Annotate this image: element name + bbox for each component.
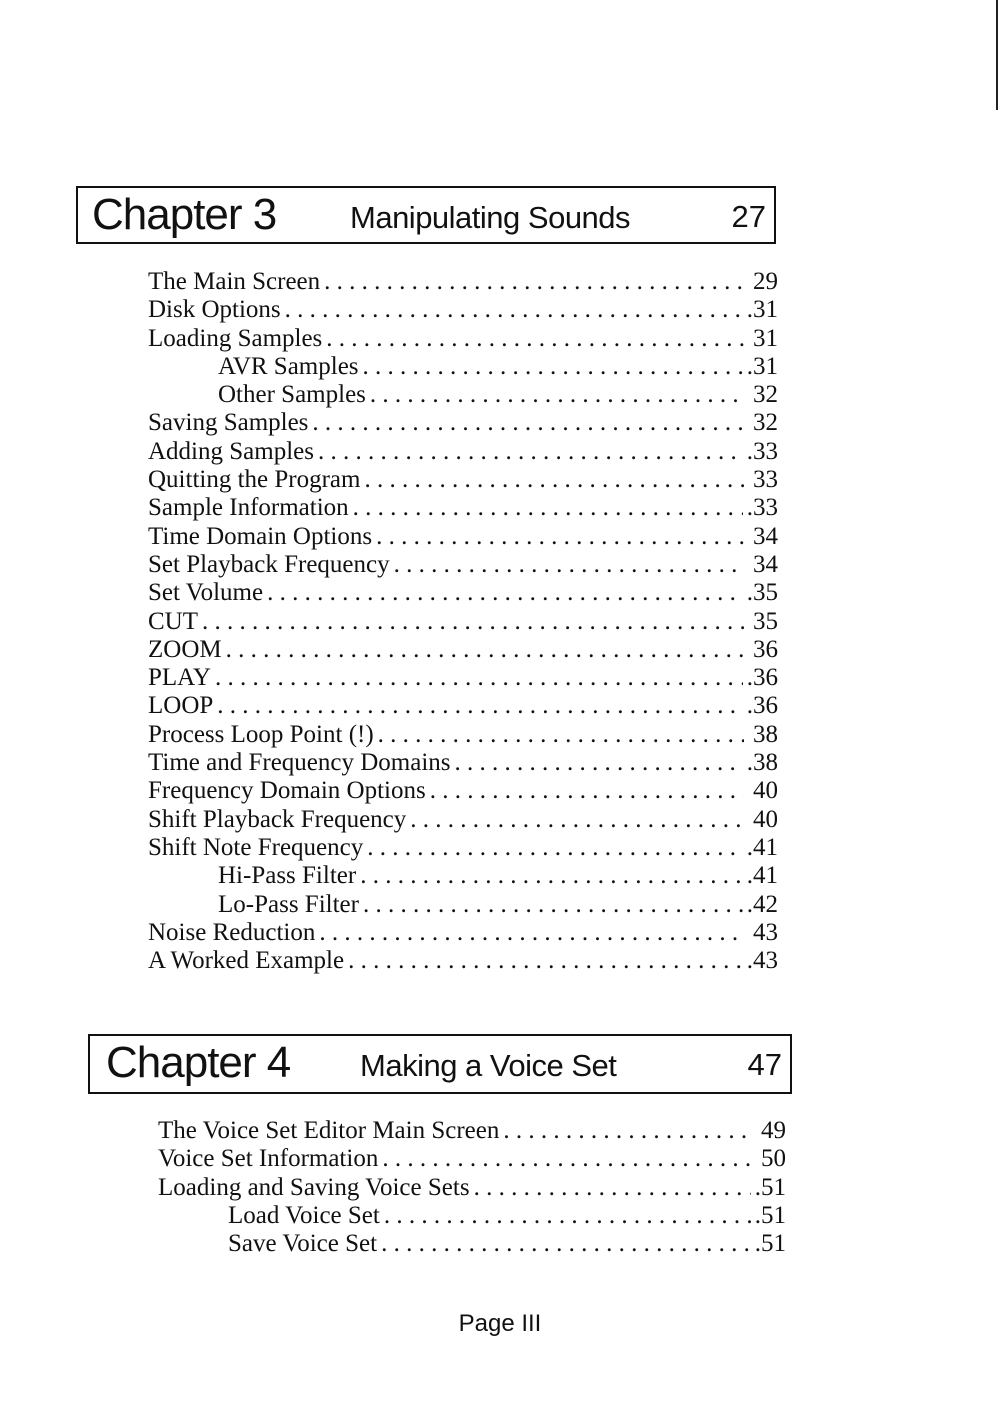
dot-leader: [217, 692, 742, 720]
dot-leader: [348, 947, 743, 975]
chapter-4-heading: [88, 1034, 792, 1094]
toc-entry: [148, 296, 778, 324]
toc-entry: [148, 409, 778, 437]
toc-entry-label: AVR Samples: [218, 352, 359, 380]
dot-leader: [285, 296, 743, 324]
chapter-page: 47: [747, 1047, 782, 1082]
toc-entry-page: 29: [753, 268, 778, 295]
toc-entry: [148, 777, 778, 805]
toc-entry-page: .51: [754, 1173, 786, 1201]
toc-subentry: [148, 891, 778, 919]
toc-entry: [148, 834, 778, 862]
dot-leader: [353, 494, 743, 522]
toc-entry-page: .51: [754, 1201, 786, 1229]
dot-leader: [312, 409, 744, 437]
toc-entry: [158, 1174, 786, 1202]
toc-entry-label: Voice Set Information: [158, 1145, 379, 1173]
toc-entry-page: .31: [746, 352, 778, 380]
chapter-title: Manipulating Sounds: [350, 200, 631, 235]
dot-leader: [319, 919, 744, 947]
chapter-4-toc: [158, 1117, 786, 1258]
toc-entry-label: LOOP: [148, 692, 214, 720]
toc-entry-page: .36: [746, 664, 778, 692]
dot-leader: [364, 466, 744, 494]
toc-entry: [148, 523, 778, 551]
toc-subentry: [158, 1202, 786, 1230]
toc-entry-label: Lo-Pass Filter: [218, 890, 359, 918]
dot-leader: [226, 636, 744, 664]
dot-leader: [455, 749, 743, 777]
toc-entry-label: Save Voice Set: [228, 1230, 378, 1258]
toc-entry-page: 32: [753, 409, 778, 437]
toc-entry-label: Noise Reduction: [148, 918, 316, 946]
toc-entry-label: Time Domain Options: [148, 522, 373, 550]
toc-entry-label: Shift Note Frequency: [148, 833, 364, 861]
dot-leader: [394, 551, 744, 579]
dot-leader: [410, 806, 744, 834]
toc-subentry: [158, 1230, 786, 1258]
toc-entry-page: 50: [761, 1145, 786, 1173]
chapter-3-heading: [76, 186, 776, 244]
toc-entry-label: Load Voice Set: [228, 1201, 380, 1229]
dot-leader: [360, 862, 743, 890]
dot-leader: [267, 579, 743, 607]
toc-entry-label: The Voice Set Editor Main Screen: [158, 1117, 500, 1144]
dot-leader: [363, 891, 743, 919]
toc-entry: [148, 692, 778, 720]
toc-entry: [148, 806, 778, 834]
dot-leader: [324, 268, 744, 296]
dot-leader: [384, 1202, 751, 1230]
toc-entry-label: Shift Playback Frequency: [148, 805, 407, 833]
toc-entry: [148, 721, 778, 749]
toc-entry: [148, 636, 778, 664]
dot-leader: [430, 777, 744, 805]
dot-leader: [381, 1230, 751, 1258]
chapter-3-toc: [148, 268, 778, 975]
toc-entry: [148, 947, 778, 975]
toc-entry-label: Time and Frequency Domains: [148, 749, 451, 777]
toc-entry-label: Hi-Pass Filter: [218, 862, 357, 890]
toc-entry-label: Process Loop Point (!): [148, 720, 374, 748]
dot-leader: [367, 834, 743, 862]
toc-subentry: [148, 353, 778, 381]
dot-leader: [474, 1174, 751, 1202]
dot-leader: [376, 523, 744, 551]
toc-entry-page: .41: [746, 862, 778, 890]
dot-leader: [215, 664, 743, 692]
toc-subentry: [148, 381, 778, 409]
toc-entry-page: .33: [746, 437, 778, 465]
toc-entry-page: 34: [753, 522, 778, 550]
chapter-title: Making a Voice Set: [360, 1048, 617, 1083]
toc-entry: [148, 551, 778, 579]
toc-entry-page: 40: [753, 805, 778, 833]
toc-entry-label: The Main Screen: [148, 268, 321, 295]
toc-entry-page: .43: [746, 947, 778, 975]
dot-leader: [326, 325, 744, 353]
dot-leader: [378, 721, 744, 749]
toc-entry-label: A Worked Example: [148, 947, 345, 975]
toc-entry-label: Saving Samples: [148, 409, 309, 437]
toc-entry-page: 33: [753, 466, 778, 494]
toc-entry: [148, 325, 778, 353]
toc-entry: [148, 268, 778, 296]
toc-entry-label: Adding Samples: [148, 437, 314, 465]
toc-entry: [158, 1117, 786, 1145]
toc-entry-page: 38: [753, 720, 778, 748]
dot-leader: [370, 381, 744, 409]
toc-entry: [148, 438, 778, 466]
toc-entry-page: 31: [753, 324, 778, 352]
toc-entry-label: Disk Options: [148, 296, 281, 324]
toc-entry: [148, 579, 778, 607]
chapter-page: 27: [731, 199, 766, 234]
toc-entry-label: Frequency Domain Options: [148, 777, 426, 805]
toc-entry-page: 35: [753, 607, 778, 635]
toc-entry-label: Other Samples: [218, 381, 366, 409]
toc-entry: [148, 494, 778, 522]
scan-edge-line: [996, 0, 998, 110]
toc-entry-label: ZOOM: [148, 635, 222, 663]
toc-entry-label: Loading and Saving Voice Sets: [158, 1173, 470, 1201]
chapter-number: Chapter 3: [92, 190, 277, 239]
toc-entry-page: .35: [746, 579, 778, 607]
toc-entry-page: .38: [746, 749, 778, 777]
toc-entry-label: CUT: [148, 607, 198, 635]
toc-entry: [148, 466, 778, 494]
toc-entry: [148, 749, 778, 777]
toc-entry-page: 49: [761, 1117, 786, 1144]
dot-leader: [318, 438, 743, 466]
dot-leader: [382, 1145, 752, 1173]
toc-entry-label: Sample Information: [148, 494, 349, 522]
toc-entry-label: Loading Samples: [148, 324, 323, 352]
toc-entry-page: .42: [746, 890, 778, 918]
toc-entry-page: .36: [746, 692, 778, 720]
toc-entry-label: PLAY: [148, 664, 211, 692]
toc-entry-page: .33: [746, 494, 778, 522]
toc-entry: [158, 1145, 786, 1173]
dot-leader: [503, 1117, 752, 1145]
page-number-footer: Page III: [458, 1310, 542, 1337]
toc-entry-label: Quitting the Program: [148, 466, 361, 494]
toc-entry-page: 40: [753, 777, 778, 805]
toc-entry-page: .51: [754, 1230, 786, 1258]
toc-entry-page: 43: [753, 918, 778, 946]
chapter-number: Chapter 4: [106, 1038, 291, 1087]
dot-leader: [363, 353, 743, 381]
toc-entry-page: 36: [753, 635, 778, 663]
toc-entry: [148, 608, 778, 636]
toc-entry: [148, 919, 778, 947]
toc-entry: [148, 664, 778, 692]
toc-entry-page: .31: [746, 296, 778, 324]
toc-entry-label: Set Playback Frequency: [148, 550, 390, 578]
toc-subentry: [148, 862, 778, 890]
toc-entry-page: 32: [753, 381, 778, 409]
dot-leader: [202, 608, 744, 636]
toc-entry-label: Set Volume: [148, 579, 264, 607]
toc-entry-page: .41: [746, 833, 778, 861]
toc-entry-page: 34: [753, 550, 778, 578]
